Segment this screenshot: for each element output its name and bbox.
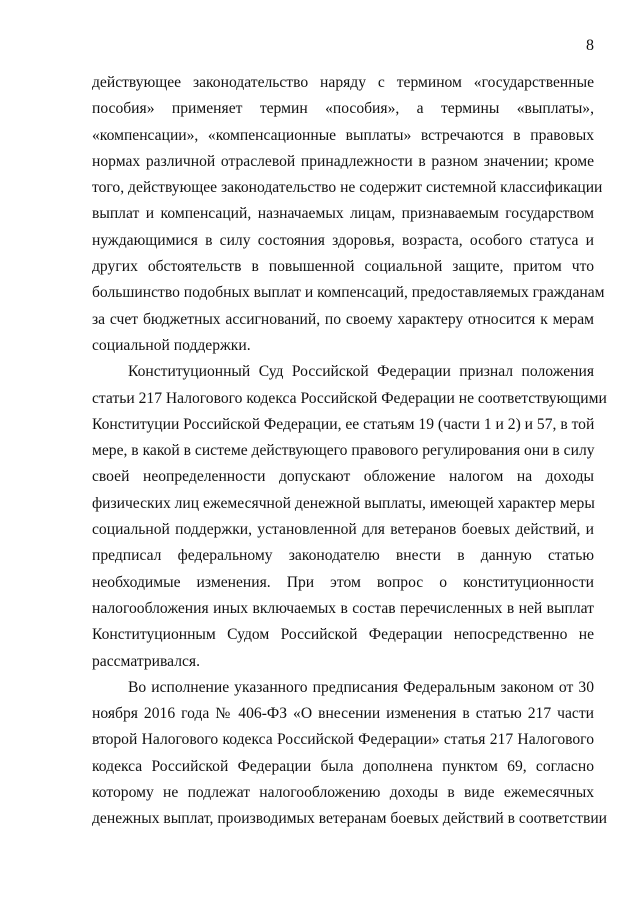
text-line: других обстоятельств в повышенной социальной защите, притом что [92, 258, 594, 276]
text-line: «компенсации», «компенсационные выплаты» встречаются в правовых [92, 126, 594, 144]
document-body [92, 70, 608, 833]
text-line: статьи 217 Налогового кодекса Российской Федерации не соответствующими [92, 389, 607, 407]
text-line: Конституции Российской Федерации, ее статьям 19 (части 1 и 2) и 57, в той [92, 415, 595, 433]
text-line: второй Налогового кодекса Российской Федерации» статья 217 Налогового [92, 731, 594, 749]
text-line: Во исполнение указанного предписания Федеральным законом от 30 [128, 678, 594, 696]
text-line: мере, в какой в системе действующего правового регулирования они в силу [92, 442, 595, 460]
text-line: предписал федеральному законодателю внести в данную статью [92, 547, 594, 565]
text-line: рассматривался. [92, 652, 200, 670]
text-line: необходимые изменения. При этом вопрос о конституционности [92, 573, 594, 591]
text-line: социальной поддержки, установленной для ветеранов боевых действий, и [92, 521, 594, 539]
text-line: ноября 2016 года № 406-ФЗ «О внесении изменения в статью 217 части [92, 705, 594, 723]
text-line: социальной поддержки. [92, 336, 251, 354]
text-line: выплат и компенсаций, назначаемых лицам, признаваемым государством [92, 205, 594, 223]
text-line: Конституционный Суд Российской Федерации признал положения [128, 363, 594, 381]
text-line: за счет бюджетных ассигнований, по своему характеру относится к мерам [92, 310, 594, 328]
paragraph-1 [92, 70, 605, 359]
text-line: нуждающимися в силу состояния здоровья, возраста, особого статуса и [92, 231, 594, 249]
text-line: большинство подобных выплат и компенсаций, предоставляемых гражданам [92, 284, 605, 302]
page-number: 8 [586, 37, 594, 54]
text-line: того, действующее законодательство не содержит системной классификации [92, 179, 603, 197]
text-line: своей неопределенности допускают обложение налогом на доходы [92, 468, 594, 486]
text-line: денежных выплат, производимых ветеранам боевых действий в соответствии [92, 810, 608, 828]
paragraph-2 [92, 359, 607, 675]
text-line: Конституционным Судом Российской Федерации непосредственно не [92, 626, 594, 644]
text-line: физических лиц ежемесячной денежной выплаты, имеющей характер меры [92, 494, 595, 512]
text-line: кодекса Российской Федерации была дополнена пунктом 69, согласно [92, 757, 594, 775]
text-line: нормах различной отраслевой принадлежности в разном значении; кроме [92, 152, 594, 170]
text-line: пособия» применяет термин «пособия», а термины «выплаты», [92, 100, 594, 118]
text-line: налогообложения иных включаемых в состав перечисленных в ней выплат [92, 599, 594, 617]
text-line: которому не подлежат налогообложению доходы в виде ежемесячных [92, 784, 594, 802]
text-line: действующее законодательство наряду с термином «государственные [92, 74, 594, 91]
paragraph-3 [92, 675, 608, 833]
